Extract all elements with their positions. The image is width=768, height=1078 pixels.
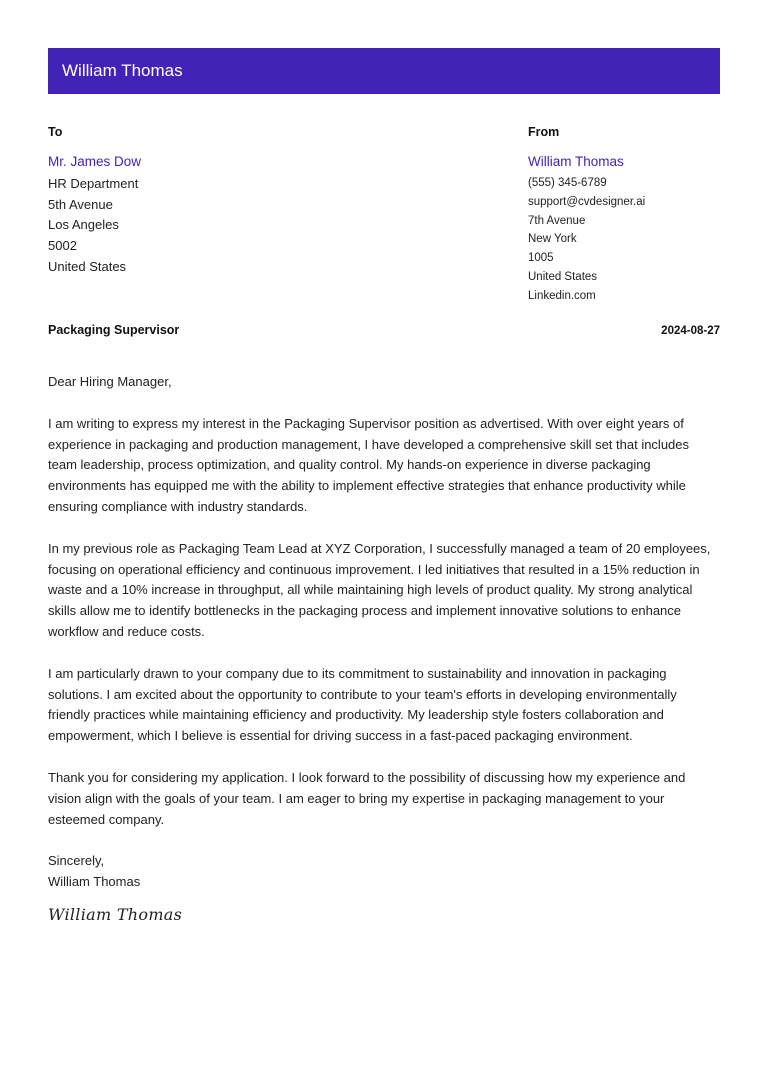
handwritten-signature: William Thomas [48, 905, 183, 924]
sender-heading: From [528, 125, 560, 139]
letter-body [48, 372, 720, 893]
letter-date: 2024-08-27 [661, 325, 720, 337]
letter-subject: Packaging Supervisor [48, 323, 180, 337]
sender-street: 7th Avenue [528, 214, 586, 227]
recipient-city: Los Angeles [48, 217, 119, 233]
letter-closing: Sincerely, [48, 853, 105, 869]
letter-closing-name: William Thomas [48, 874, 141, 890]
letter-paragraph: Thank you for considering my application. I look forward to the possibility of discussing how my experience and vision align with the goals of your team. I am eager to bring my expertise in packaging management to your esteemed company. [48, 769, 686, 827]
sender-name: William Thomas [528, 154, 624, 169]
sender-country: United States [528, 270, 598, 283]
recipient-street: 5th Avenue [48, 196, 113, 212]
sender-email: support@cvdesigner.ai [528, 195, 646, 208]
subject-row [48, 323, 720, 337]
sender-phone: (555) 345-6789 [528, 177, 607, 189]
header-banner [48, 48, 720, 94]
sender-zip: 1005 [528, 252, 554, 265]
recipient-zip: 5002 [48, 238, 77, 254]
recipient-heading: To [48, 125, 63, 139]
recipient-department: HR Department [48, 176, 139, 191]
recipient-name: Mr. James Dow [48, 154, 142, 169]
sender-block [528, 124, 718, 306]
recipient-country: United States [48, 258, 127, 274]
recipient-block [48, 124, 468, 278]
letter-greeting: Dear Hiring Manager, [48, 374, 172, 389]
letter-paragraph: I am writing to express my interest in the Packaging Supervisor position as advertised. With over eight years of experience in packaging and production management, I have developed a comprehensive skill set that includes team leadership, process optimization, and quality control. My hands-on experience in diverse packaging environments has equipped me with the ability to implement effective strategies that enhance productivity while ensuring compliance with industry standards. [48, 415, 690, 514]
header-name: William Thomas [62, 61, 183, 80]
letter-paragraph: In my previous role as Packaging Team Lead at XYZ Corporation, I successfully managed a team of 20 employees, focusing on operational efficiency and continuous improvement. I led initiatives that resulted in a 15% reduction in waste and a 10% increase in throughput, all while maintaining high levels of product quality. My strong analytical skills allow me to identify bottlenecks in the packaging process and implement innovative solutions to enhance workflow and reduce costs. [48, 540, 711, 639]
sender-city: New York [528, 233, 577, 246]
sender-linkedin: Linkedin.com [528, 289, 596, 302]
letter-paragraph: I am particularly drawn to your company due to its commitment to sustainability and innovation in packaging solutions. I am excited about the opportunity to contribute to your team's efforts in developing environmentally friendly practices while maintaining efficiency and productivity. My leadership style fosters collaboration and empowerment, which I believe is essential for driving success in a fast-paced packaging environment. [48, 665, 677, 744]
